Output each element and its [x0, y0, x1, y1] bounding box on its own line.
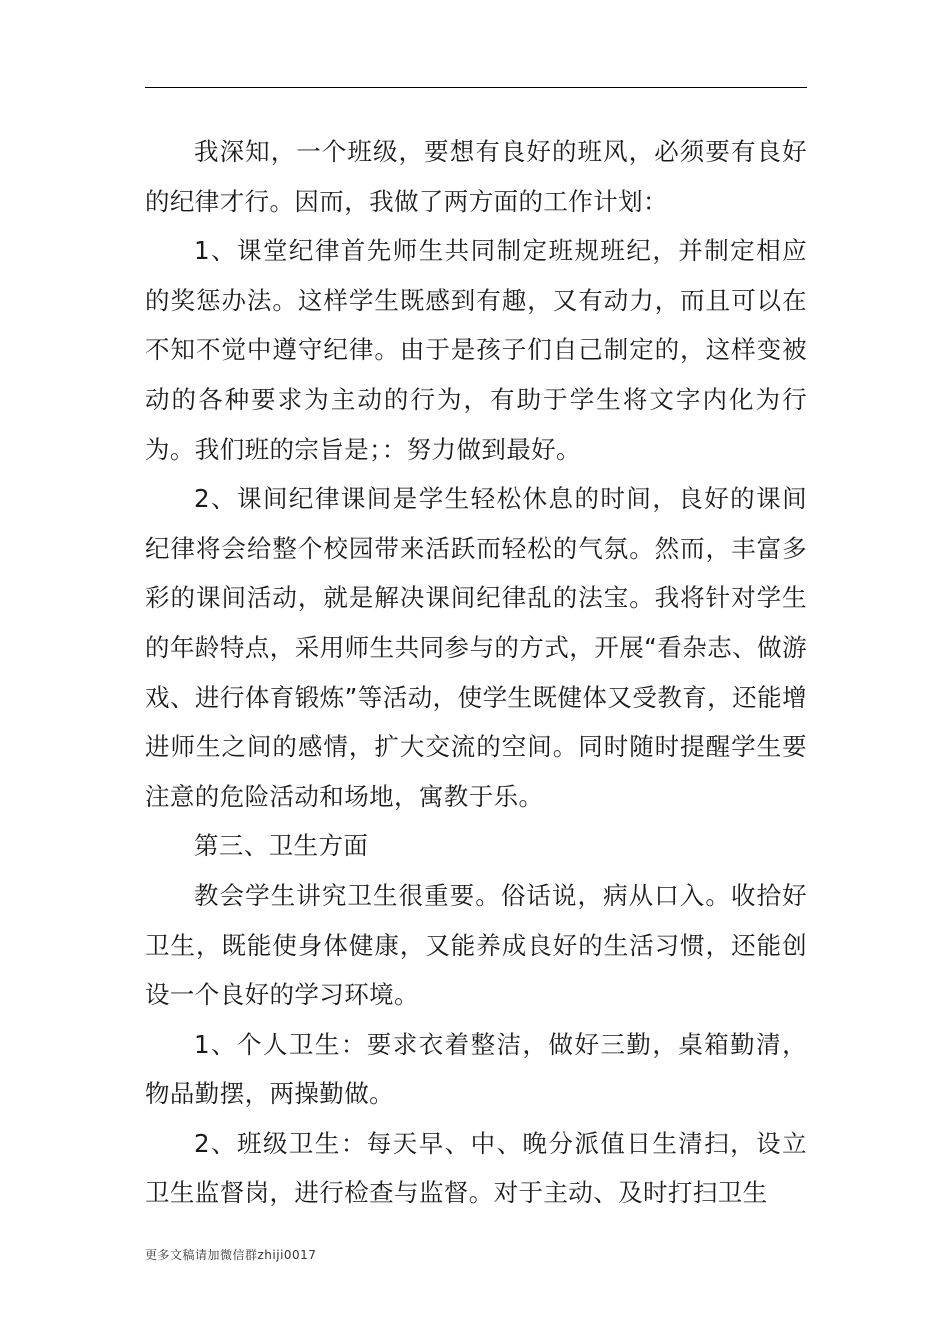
paragraph-intro: 我深知，一个班级，要想有良好的班风，必须要有良好的纪律才行。因而，我做了两方面的工作计划： [145, 137, 807, 216]
paragraph-hygiene-intro: 教会学生讲究卫生很重要。俗话说，病从口入。收拾好卫生，既能使身体健康，又能养成良好的生活习惯，还能创设一个良好的学习环境。 [145, 880, 807, 1010]
document-body [145, 127, 807, 1218]
paragraph-class-hygiene: 2、班级卫生：每天早、中、晚分派值日生清扫，设立卫生监督岗，进行检查与监督。对于主动、及时打扫卫生 [145, 1128, 807, 1208]
paragraph-personal-hygiene: 1、个人卫生：要求衣着整洁，做好三勤，桌箱勤清，物品勤摆，两操勤做。 [145, 1029, 807, 1109]
paragraph-classroom-discipline: 1、课堂纪律首先师生共同制定班规班纪，并制定相应的奖惩办法。这样学生既感到有趣，又有动力，而且可以在不知不觉中遵守纪律。由于是孩子们自己制定的，这样变被动的各种要求为主动的行为，有助于学生将文字内化为行为。我们班的宗旨是；：努力做到最好。 [145, 236, 807, 464]
footer-note: 更多文稿请加微信群zhiji0017 [145, 1248, 317, 1262]
section-heading-hygiene: 第三、卫生方面 [194, 831, 369, 861]
paragraph-break-discipline: 2、课间纪律课间是学生轻松休息的时间，良好的课间纪律将会给整个校园带来活跃而轻松的气氛。然而，丰富多彩的课间活动，就是解决课间纪律乱的法宝。我将针对学生的年龄特点，采用师生共同参与的方式，开展“看杂志、做游戏、进行体育锻炼”等活动，使学生既健体又受教育，还能增进师生之间的感情，扩大交流的空间。同时随时提醒学生要注意的危险活动和场地，寓教于乐。 [145, 484, 807, 811]
header-rule [145, 87, 807, 88]
